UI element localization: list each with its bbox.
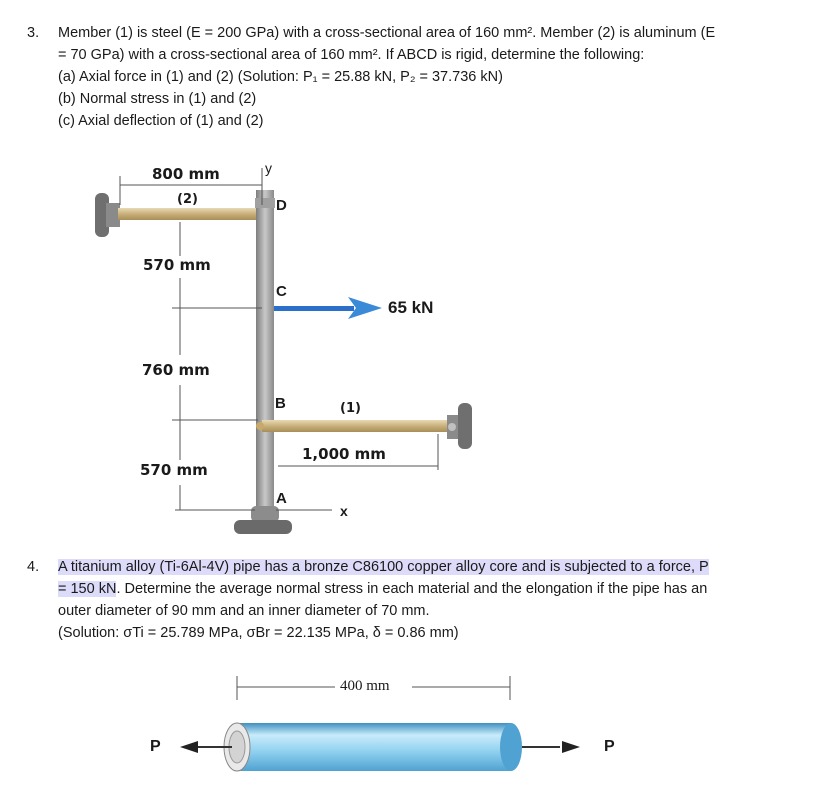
pipe-length-label: 400 mm — [340, 678, 390, 694]
point-b-label: B — [275, 395, 286, 412]
problem-3-line-2: = 70 GPa) with a cross-sectional area of 160 mm². If ABCD is rigid, determine the following: — [58, 47, 645, 63]
problem-4-line-3: outer diameter of 90 mm and an inner diameter of 70 mm. — [58, 603, 430, 619]
problem-4-line-2: . Determine the average normal stress in each material and the elongation if the pipe has an — [116, 581, 708, 597]
force-arrow-right — [522, 741, 580, 753]
problem-4-line-1: A titanium alloy (Ti-6Al-4V) pipe has a bronze C86100 copper alloy core and is subjected to a force, P — [58, 559, 709, 575]
force-p-left-label: P — [150, 738, 161, 755]
dim-570mm-lower: 570 mm — [140, 461, 208, 479]
force-p-right-label: P — [604, 738, 615, 755]
point-d-label: D — [276, 197, 287, 214]
problem-3-part-a: (a) Axial force in (1) and (2) (Solution: P₁ = 25.88 kN, P₂ = 37.736 kN) — [58, 69, 503, 85]
force-65kn-label: 65 kN — [388, 298, 434, 317]
problem-3-number: 3. — [27, 25, 40, 41]
y-axis-label: y — [265, 160, 272, 176]
problem-4-line-2-highlight: = 150 kN — [58, 581, 117, 597]
problem-3-part-b: (b) Normal stress in (1) and (2) — [58, 91, 257, 107]
member-2-label: (2) — [177, 192, 198, 207]
point-a-label: A — [276, 490, 287, 507]
member-1-label: (1) — [340, 401, 361, 416]
problem-4-solution: (Solution: σTi = 25.789 MPa, σBr = 22.135 MPa, δ = 0.86 mm) — [58, 625, 459, 641]
problem-4-number: 4. — [27, 559, 40, 575]
dim-570mm-upper: 570 mm — [143, 256, 211, 274]
titanium-pipe — [224, 723, 522, 771]
dim-800mm: 800 mm — [152, 165, 220, 183]
x-axis-label: x — [340, 503, 348, 519]
dim-760mm: 760 mm — [142, 361, 210, 379]
problem-3-line-1: Member (1) is steel (E = 200 GPa) with a cross-sectional area of 160 mm². Member (2) is aluminum (E — [58, 25, 716, 41]
problem-3-part-c: (c) Axial deflection of (1) and (2) — [58, 113, 264, 129]
dim-1000mm: 1,000 mm — [302, 445, 386, 463]
point-c-label: C — [276, 283, 287, 300]
